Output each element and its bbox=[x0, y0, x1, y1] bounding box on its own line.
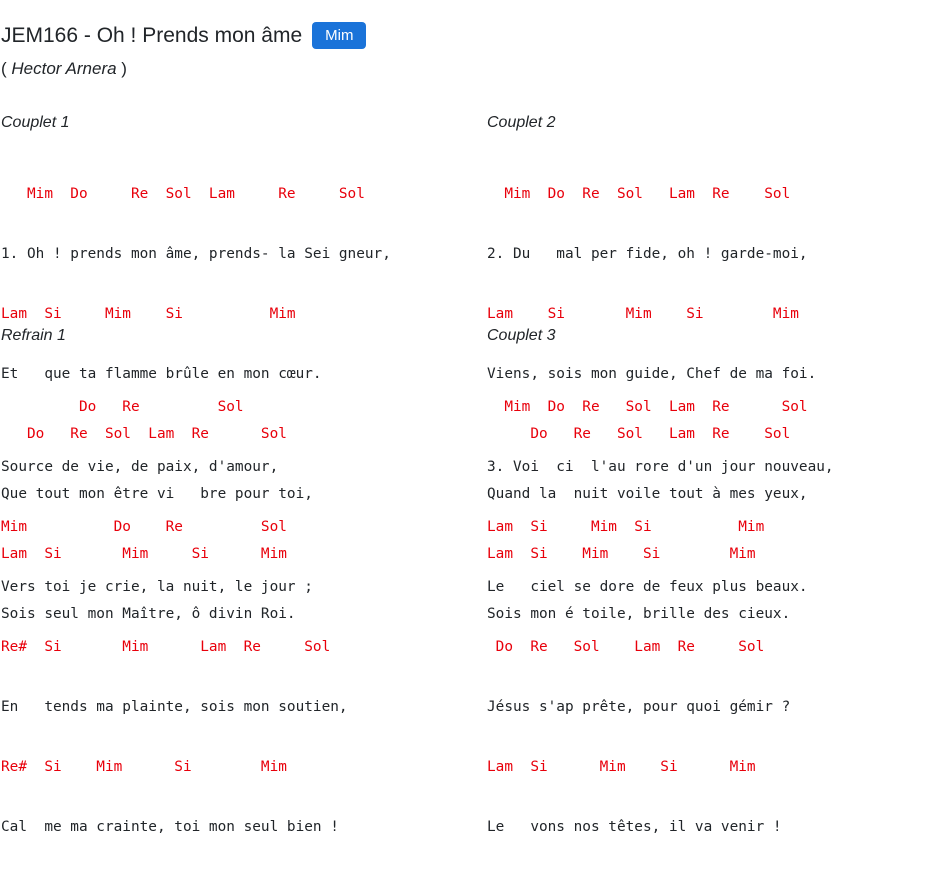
chord-line: Lam Si Mim Si Mim bbox=[487, 519, 765, 535]
section-title: Couplet 1 bbox=[1, 114, 70, 131]
lyric-line: Sois seul mon Maître, ô divin Roi. bbox=[1, 606, 296, 622]
lyric-line: Jésus s'ap prête, pour quoi gémir ? bbox=[487, 699, 791, 715]
chord-line: Mim Do Re Sol Lam Re Sol bbox=[487, 399, 808, 415]
song-title: JEM166 - Oh ! Prends mon âme bbox=[1, 23, 303, 47]
lyric-line: Viens, sois mon guide, Chef de ma foi. bbox=[487, 366, 817, 382]
chord-line: Mim Do Re Sol Lam Re Sol bbox=[1, 186, 365, 202]
lyric-line: 2. Du mal per fide, oh ! garde-moi, bbox=[487, 246, 808, 262]
lyric-line: Le ciel se dore de feux plus beaux. bbox=[487, 579, 808, 595]
section-title: Couplet 3 bbox=[487, 327, 556, 344]
chord-line: Lam Si Mim Si Mim bbox=[487, 306, 799, 322]
section-refrain-1 bbox=[1, 326, 348, 877]
chord-line: Re# Si Mim Lam Re Sol bbox=[1, 639, 331, 655]
chord-line: Do Re Sol Lam Re Sol bbox=[487, 426, 791, 442]
lyric-line: Vers toi je crie, la nuit, le jour ; bbox=[1, 579, 313, 595]
section-title: Refrain 1 bbox=[1, 327, 66, 344]
lyric-line: Le vons nos têtes, il va venir ! bbox=[487, 819, 782, 835]
section-title: Couplet 2 bbox=[487, 114, 556, 131]
lyric-line: Quand la nuit voile tout à mes yeux, bbox=[487, 486, 808, 502]
song-author bbox=[1, 59, 127, 79]
section-couplet-3 bbox=[487, 326, 834, 877]
lyric-line: Et que ta flamme brûle en mon cœur. bbox=[1, 366, 322, 382]
key-button[interactable]: Mim bbox=[312, 22, 366, 49]
lyric-line: En tends ma plainte, sois mon soutien, bbox=[1, 699, 348, 715]
chord-line: Do Re Sol Lam Re Sol bbox=[1, 426, 287, 442]
lyric-line: Sois mon é toile, brille des cieux. bbox=[487, 606, 791, 622]
chord-line: Re# Si Mim Si Mim bbox=[1, 759, 287, 775]
chord-line: Lam Si Mim Si Mim bbox=[487, 546, 756, 562]
chord-line: Do Re Sol Lam Re Sol bbox=[487, 639, 765, 655]
song-header bbox=[1, 22, 366, 49]
lyric-line: Que tout mon être vi bre pour toi, bbox=[1, 486, 313, 502]
author-paren-open: ( bbox=[1, 59, 12, 78]
lyric-line: Cal me ma crainte, toi mon seul bien ! bbox=[1, 819, 339, 835]
lyric-line: Source de vie, de paix, d'amour, bbox=[1, 459, 279, 475]
chord-line: Lam Si Mim Si Mim bbox=[487, 759, 756, 775]
author-name: Hector Arnera bbox=[11, 59, 117, 78]
lyric-line: 1. Oh ! prends mon âme, prends- la Sei gneur, bbox=[1, 246, 391, 262]
chord-line: Mim Do Re Sol Lam Re Sol bbox=[487, 186, 791, 202]
chord-line: Do Re Sol bbox=[1, 399, 244, 415]
lyric-line: 3. Voi ci l'au rore d'un jour nouveau, bbox=[487, 459, 834, 475]
author-paren-close: ) bbox=[116, 59, 127, 78]
chord-line: Lam Si Mim Si Mim bbox=[1, 546, 287, 562]
chord-line: Lam Si Mim Si Mim bbox=[1, 306, 296, 322]
chord-line: Mim Do Re Sol bbox=[1, 519, 287, 535]
